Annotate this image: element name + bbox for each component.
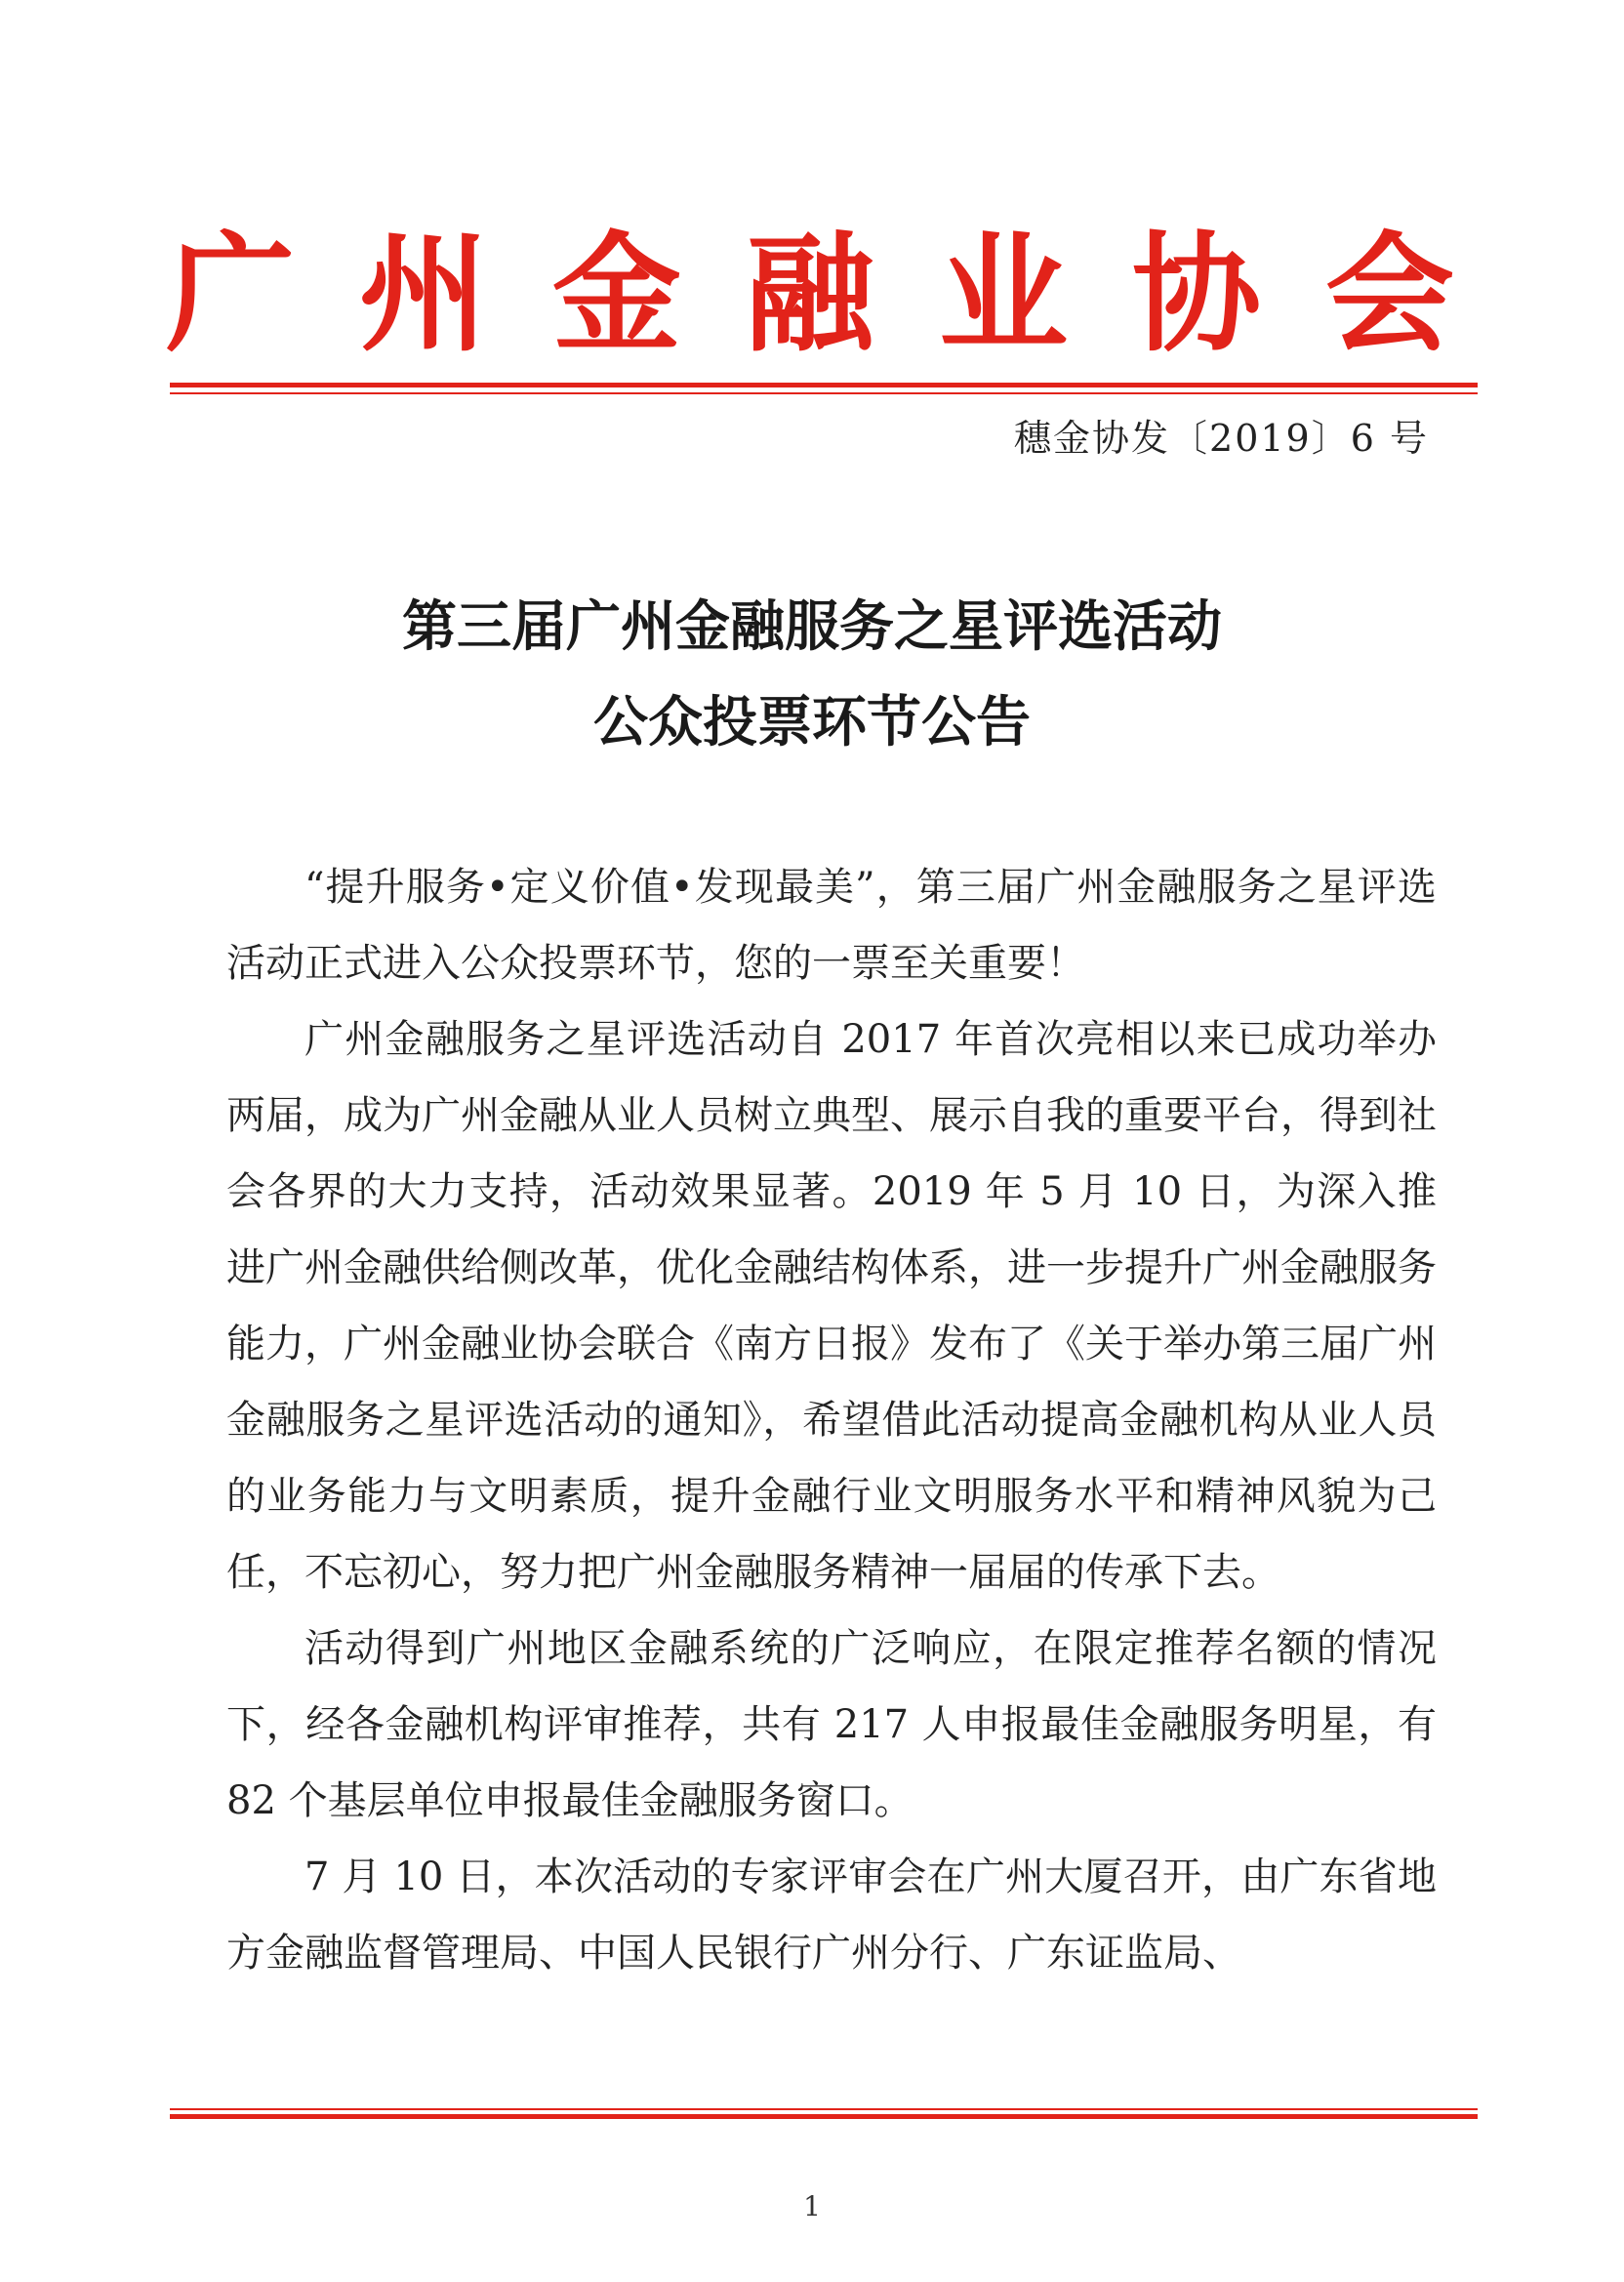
- letterhead-char: 州: [359, 219, 488, 370]
- header-rule-thin: [170, 392, 1478, 394]
- letterhead-char: 融: [746, 219, 874, 370]
- header-rule-thick: [170, 383, 1478, 387]
- footer-rule-thin: [170, 2108, 1478, 2110]
- body-text: [226, 849, 1437, 1991]
- paragraph: 活动得到广州地区金融系统的广泛响应，在限定推荐名额的情况下，经各金融机构评审推荐，共有 217 人申报最佳金融服务明星，有 82 个基层单位申报最佳金融服务窗口。: [226, 1626, 1437, 1823]
- title-line-2: 公众投票环节公告: [593, 690, 1031, 754]
- letterhead-char: 广: [166, 219, 295, 370]
- letterhead: [166, 217, 1454, 373]
- title-line-1: 第三届广州金融服务之星评选活动: [402, 594, 1222, 659]
- footer-rule-thick: [170, 2114, 1478, 2119]
- letterhead-char: 会: [1325, 219, 1454, 370]
- paragraph: 7 月 10 日，本次活动的专家评审会在广州大厦召开，由广东省地方金融监督管理局、中国人民银行广州分行、广东证监局、: [226, 1854, 1437, 1976]
- page-number: 1: [803, 2190, 821, 2222]
- paragraph: 广州金融服务之星评选活动自 2017 年首次亮相以来已成功举办两届，成为广州金融从业人员树立典型、展示自我的重要平台，得到社会各界的大力支持，活动效果显著。2019 年 5 月 10 日，为深入推进广州金融供给侧改革，优化金融结构体系，进一步提升广州金融服务能力，广州金融业协会联合《南方日报》发布了《关于举办第三届广州金融服务之星评选活动的通知》，希望借此活动提高金融机构从业人员的业务能力与文明素质，提升金融行业文明服务水平和精神风貌为己任，不忘初心，努力把广州金融服务精神一届届的传承下去。: [226, 1017, 1437, 1595]
- document-number: 穗金协发〔2019〕6 号: [1014, 417, 1429, 460]
- letterhead-char: 金: [552, 219, 681, 370]
- letterhead-char: 业: [939, 219, 1068, 370]
- letterhead-char: 协: [1132, 219, 1261, 370]
- paragraph: “提升服务•定义价值•发现最美”，第三届广州金融服务之星评选活动正式进入公众投票环节，您的一票至关重要！: [226, 865, 1437, 986]
